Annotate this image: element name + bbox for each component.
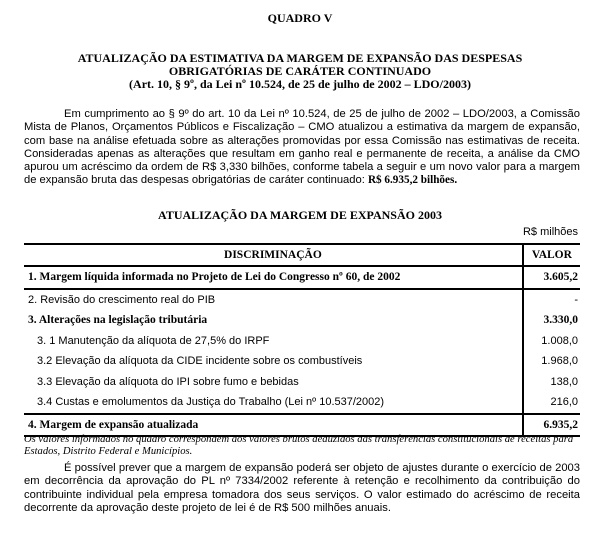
row-label: 3.4 Custas e emolumentos da Justiça do Trabalho (Lei nº 10.537/2002) [24, 392, 523, 414]
row-label: 3. Alterações na legislação tributária [24, 310, 523, 331]
margin-table [24, 243, 580, 437]
quadro-label: QUADRO V [267, 11, 333, 25]
table-footnote: Os valores informados no quadro correspondem aos valores brutos deduzidos das transferências constitucionais de receitas para Estados, Distrito Federal e Municípios. [24, 434, 574, 457]
row-value: 1.968,0 [541, 355, 578, 368]
table-row [24, 372, 580, 393]
table-row [24, 289, 580, 311]
row-value: - [574, 293, 578, 306]
table-row [24, 392, 580, 414]
row-value: 3.605,2 [523, 266, 580, 289]
table-row [24, 310, 580, 331]
row-label: 3.3 Elevação da alíquota do IPI sobre fumo e bebidas [24, 372, 523, 393]
row-label: 3.2 Elevação da alíquota da CIDE incidente sobre os combustíveis [24, 351, 523, 372]
table-row [24, 266, 580, 289]
row-value: 3.330,0 [543, 314, 578, 327]
table-row [24, 351, 580, 372]
row-value: 6.935,2 [523, 414, 580, 437]
row-label: 3. 1 Manutenção da alíquota de 27,5% do IRPF [24, 331, 523, 352]
column-header-value: VALOR [523, 244, 580, 266]
title-line-1: ATUALIZAÇÃO DA ESTIMATIVA DA MARGEM DE EXPANSÃO DAS DESPESAS [77, 51, 523, 65]
row-label: 4. Margem de expansão atualizada [24, 414, 523, 437]
column-header-description: DISCRIMINAÇÃO [24, 244, 523, 266]
table-header-row [24, 244, 580, 266]
row-label: 2. Revisão do crescimento real do PIB [24, 289, 523, 311]
row-value: 1.008,0 [541, 334, 578, 347]
title-line-2: OBRIGATÓRIAS DE CARÁTER CONTINUADO [168, 64, 432, 78]
table-title: ATUALIZAÇÃO DA MARGEM DE EXPANSÃO 2003 [158, 208, 442, 222]
intro-highlight: R$ 6.935,2 bilhões. [367, 174, 458, 187]
document-title [20, 52, 580, 91]
table-row [24, 331, 580, 352]
intro-paragraph [24, 108, 580, 188]
intro-text: Em cumprimento ao § 9º do art. 10 da Lei nº 10.524, de 25 de julho de 2002 – LDO/2003, a Comissão Mista de Planos, Orçamentos Públicos e Fiscalização – CMO atualizou a estimativa da margem de expansão, com base na análise efetuada sobre as alterações promovidas por essa Comissão nas estimativas de receita. Consideradas apenas as alterações que resultam em ganho real e permanente de receita, a análise da CMO apurou um acréscimo da ordem de R$ 3,330 bilhões, conforme tabela a seguir e um novo valor para a margem de expansão bruta das despesas obrigatórias de caráter continuado: [24, 108, 580, 187]
closing-paragraph: É possível prever que a margem de expansão poderá ser objeto de ajustes durante o exercício de 2003 em decorrência da aprovação do PL nº 7334/2002 referente à retenção e recolhimento da contribuição do contribuinte individual pela empresa tomadora dos seus serviços. O valor estimado do acréscimo de receita decorrente da aprovação deste projeto de lei é de R$ 500 milhões anuais. [24, 462, 580, 514]
row-value: 216,0 [523, 392, 580, 414]
title-line-3: (Art. 10, § 9º, da Lei nº 10.524, de 25 de julho de 2002 – LDO/2003) [129, 77, 471, 91]
table-unit: R$ milhões [522, 226, 578, 238]
row-value: 138,0 [550, 375, 578, 388]
row-label: 1. Margem líquida informada no Projeto de Lei do Congresso nº 60, de 2002 [24, 266, 523, 289]
table-row [24, 414, 580, 437]
